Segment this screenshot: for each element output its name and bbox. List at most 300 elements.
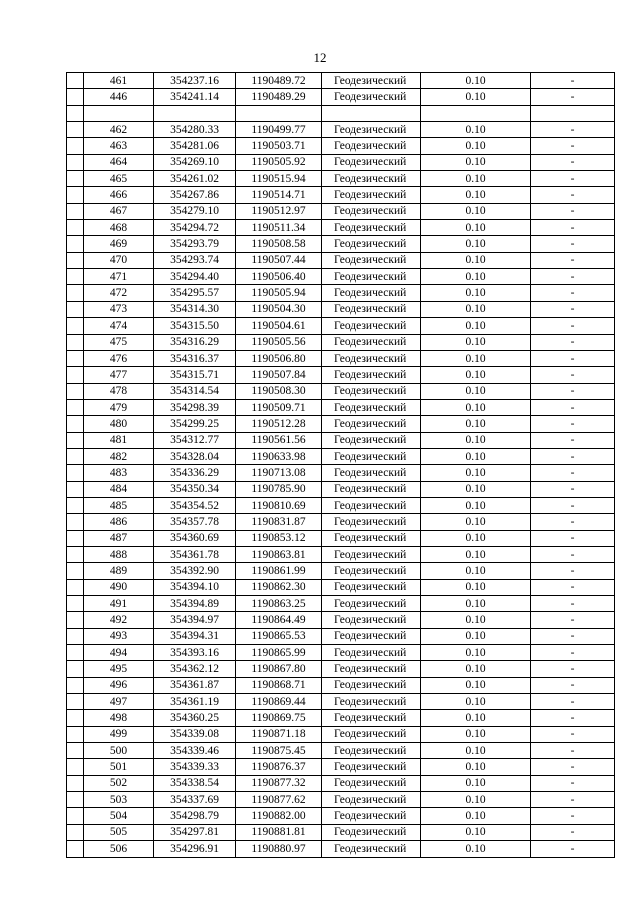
note-cell: - (531, 563, 615, 579)
table-row (67, 808, 615, 824)
x-coordinate-cell: 354296.91 (154, 841, 236, 857)
accuracy-cell: 0.10 (421, 612, 531, 628)
method-cell: Геодезический (322, 89, 421, 105)
accuracy-cell: 0.10 (421, 448, 531, 464)
accuracy-cell: 0.10 (421, 596, 531, 612)
x-coordinate-cell: 354314.54 (154, 383, 236, 399)
x-coordinate-cell: 354338.54 (154, 775, 236, 791)
method-cell: Геодезический (322, 530, 421, 546)
point-number-cell: 461 (84, 73, 154, 89)
note-cell (531, 105, 615, 121)
x-coordinate-cell: 354360.25 (154, 710, 236, 726)
y-coordinate-cell: 1190504.61 (236, 318, 322, 334)
accuracy-cell: 0.10 (421, 841, 531, 857)
point-number-cell: 496 (84, 677, 154, 693)
point-number-cell: 468 (84, 220, 154, 236)
accuracy-cell: 0.10 (421, 530, 531, 546)
note-cell: - (531, 612, 615, 628)
y-coordinate-cell: 1190863.25 (236, 596, 322, 612)
x-coordinate-cell: 354316.29 (154, 334, 236, 350)
x-coordinate-cell: 354315.71 (154, 367, 236, 383)
y-coordinate-cell: 1190868.71 (236, 677, 322, 693)
table-row (67, 89, 615, 105)
table-row (67, 546, 615, 562)
table-row (67, 220, 615, 236)
accuracy-cell: 0.10 (421, 416, 531, 432)
row-margin-cell (67, 743, 84, 759)
point-number-cell: 475 (84, 334, 154, 350)
x-coordinate-cell: 354281.06 (154, 138, 236, 154)
table-row (67, 726, 615, 742)
point-number-cell: 472 (84, 285, 154, 301)
row-margin-cell (67, 367, 84, 383)
note-cell: - (531, 743, 615, 759)
method-cell: Геодезический (322, 743, 421, 759)
coordinates-table-body (67, 73, 615, 858)
note-cell: - (531, 546, 615, 562)
x-coordinate-cell: 354339.46 (154, 743, 236, 759)
method-cell: Геодезический (322, 187, 421, 203)
method-cell: Геодезический (322, 220, 421, 236)
point-number-cell: 497 (84, 694, 154, 710)
point-number-cell: 502 (84, 775, 154, 791)
table-row (67, 759, 615, 775)
table-row (67, 252, 615, 268)
accuracy-cell: 0.10 (421, 301, 531, 317)
table-row (67, 301, 615, 317)
y-coordinate-cell: 1190561.56 (236, 432, 322, 448)
x-coordinate-cell: 354350.34 (154, 481, 236, 497)
note-cell: - (531, 138, 615, 154)
table-row (67, 171, 615, 187)
accuracy-cell: 0.10 (421, 73, 531, 89)
note-cell: - (531, 350, 615, 366)
y-coordinate-cell: 1190865.53 (236, 628, 322, 644)
method-cell: Геодезический (322, 694, 421, 710)
method-cell: Геодезический (322, 579, 421, 595)
note-cell: - (531, 645, 615, 661)
table-row (67, 416, 615, 432)
y-coordinate-cell: 1190512.97 (236, 203, 322, 219)
note-cell: - (531, 661, 615, 677)
method-cell: Геодезический (322, 138, 421, 154)
point-number-cell: 494 (84, 645, 154, 661)
row-margin-cell (67, 481, 84, 497)
x-coordinate-cell: 354315.50 (154, 318, 236, 334)
method-cell: Геодезический (322, 841, 421, 857)
y-coordinate-cell: 1190863.81 (236, 546, 322, 562)
note-cell: - (531, 220, 615, 236)
y-coordinate-cell: 1190504.30 (236, 301, 322, 317)
x-coordinate-cell: 354336.29 (154, 465, 236, 481)
accuracy-cell: 0.10 (421, 367, 531, 383)
row-margin-cell (67, 824, 84, 840)
table-row (67, 105, 615, 121)
note-cell: - (531, 841, 615, 857)
accuracy-cell: 0.10 (421, 171, 531, 187)
method-cell: Геодезический (322, 824, 421, 840)
point-number-cell: 493 (84, 628, 154, 644)
x-coordinate-cell: 354360.69 (154, 530, 236, 546)
row-margin-cell (67, 203, 84, 219)
point-number-cell: 490 (84, 579, 154, 595)
accuracy-cell: 0.10 (421, 236, 531, 252)
y-coordinate-cell: 1190853.12 (236, 530, 322, 546)
table-row (67, 792, 615, 808)
row-margin-cell (67, 138, 84, 154)
x-coordinate-cell: 354237.16 (154, 73, 236, 89)
x-coordinate-cell: 354394.31 (154, 628, 236, 644)
note-cell: - (531, 596, 615, 612)
method-cell: Геодезический (322, 775, 421, 791)
y-coordinate-cell: 1190810.69 (236, 497, 322, 513)
table-row (67, 350, 615, 366)
y-coordinate-cell: 1190506.40 (236, 269, 322, 285)
accuracy-cell: 0.10 (421, 122, 531, 138)
x-coordinate-cell: 354294.40 (154, 269, 236, 285)
table-row (67, 383, 615, 399)
row-margin-cell (67, 318, 84, 334)
y-coordinate-cell: 1190877.32 (236, 775, 322, 791)
note-cell: - (531, 318, 615, 334)
x-coordinate-cell: 354337.69 (154, 792, 236, 808)
y-coordinate-cell: 1190861.99 (236, 563, 322, 579)
y-coordinate-cell: 1190505.92 (236, 154, 322, 170)
accuracy-cell: 0.10 (421, 808, 531, 824)
method-cell: Геодезический (322, 252, 421, 268)
point-number-cell: 467 (84, 203, 154, 219)
point-number-cell: 498 (84, 710, 154, 726)
row-margin-cell (67, 301, 84, 317)
method-cell: Геодезический (322, 481, 421, 497)
point-number-cell: 504 (84, 808, 154, 824)
method-cell: Геодезический (322, 677, 421, 693)
x-coordinate-cell: 354269.10 (154, 154, 236, 170)
accuracy-cell: 0.10 (421, 399, 531, 415)
method-cell (322, 105, 421, 121)
page-number: 12 (313, 50, 327, 65)
row-margin-cell (67, 497, 84, 513)
y-coordinate-cell: 1190508.58 (236, 236, 322, 252)
y-coordinate-cell: 1190880.97 (236, 841, 322, 857)
x-coordinate-cell: 354261.02 (154, 171, 236, 187)
point-number-cell: 476 (84, 350, 154, 366)
row-margin-cell (67, 726, 84, 742)
note-cell: - (531, 367, 615, 383)
accuracy-cell: 0.10 (421, 350, 531, 366)
point-number-cell: 499 (84, 726, 154, 742)
x-coordinate-cell: 354339.08 (154, 726, 236, 742)
x-coordinate-cell: 354312.77 (154, 432, 236, 448)
table-row (67, 596, 615, 612)
point-number-cell: 479 (84, 399, 154, 415)
table-row (67, 269, 615, 285)
note-cell: - (531, 726, 615, 742)
method-cell: Геодезический (322, 808, 421, 824)
note-cell: - (531, 759, 615, 775)
y-coordinate-cell (236, 105, 322, 121)
note-cell: - (531, 824, 615, 840)
note-cell: - (531, 579, 615, 595)
x-coordinate-cell: 354357.78 (154, 514, 236, 530)
table-row (67, 73, 615, 89)
row-margin-cell (67, 236, 84, 252)
row-margin-cell (67, 285, 84, 301)
x-coordinate-cell: 354361.19 (154, 694, 236, 710)
x-coordinate-cell: 354328.04 (154, 448, 236, 464)
method-cell: Геодезический (322, 661, 421, 677)
x-coordinate-cell: 354294.72 (154, 220, 236, 236)
row-margin-cell (67, 154, 84, 170)
note-cell: - (531, 89, 615, 105)
point-number-cell: 481 (84, 432, 154, 448)
note-cell: - (531, 399, 615, 415)
method-cell: Геодезический (322, 285, 421, 301)
x-coordinate-cell: 354279.10 (154, 203, 236, 219)
method-cell: Геодезический (322, 497, 421, 513)
method-cell: Геодезический (322, 563, 421, 579)
y-coordinate-cell: 1190713.08 (236, 465, 322, 481)
table-row (67, 628, 615, 644)
row-margin-cell (67, 759, 84, 775)
point-number-cell: 473 (84, 301, 154, 317)
accuracy-cell: 0.10 (421, 432, 531, 448)
method-cell: Геодезический (322, 171, 421, 187)
note-cell: - (531, 432, 615, 448)
table-row (67, 432, 615, 448)
table-row (67, 481, 615, 497)
point-number-cell (84, 105, 154, 121)
accuracy-cell: 0.10 (421, 89, 531, 105)
note-cell: - (531, 187, 615, 203)
method-cell: Геодезический (322, 301, 421, 317)
x-coordinate-cell: 354394.10 (154, 579, 236, 595)
point-number-cell: 474 (84, 318, 154, 334)
note-cell: - (531, 775, 615, 791)
point-number-cell: 500 (84, 743, 154, 759)
table-row (67, 841, 615, 857)
note-cell: - (531, 383, 615, 399)
point-number-cell: 483 (84, 465, 154, 481)
point-number-cell: 501 (84, 759, 154, 775)
point-number-cell: 469 (84, 236, 154, 252)
table-row (67, 187, 615, 203)
row-margin-cell (67, 514, 84, 530)
y-coordinate-cell: 1190865.99 (236, 645, 322, 661)
x-coordinate-cell: 354361.78 (154, 546, 236, 562)
method-cell: Геодезический (322, 203, 421, 219)
point-number-cell: 470 (84, 252, 154, 268)
y-coordinate-cell: 1190862.30 (236, 579, 322, 595)
method-cell: Геодезический (322, 416, 421, 432)
x-coordinate-cell: 354297.81 (154, 824, 236, 840)
accuracy-cell: 0.10 (421, 269, 531, 285)
point-number-cell: 491 (84, 596, 154, 612)
x-coordinate-cell: 354394.97 (154, 612, 236, 628)
accuracy-cell: 0.10 (421, 187, 531, 203)
note-cell: - (531, 808, 615, 824)
point-number-cell: 486 (84, 514, 154, 530)
y-coordinate-cell: 1190505.94 (236, 285, 322, 301)
row-margin-cell (67, 187, 84, 203)
point-number-cell: 485 (84, 497, 154, 513)
method-cell: Геодезический (322, 792, 421, 808)
method-cell: Геодезический (322, 596, 421, 612)
point-number-cell: 477 (84, 367, 154, 383)
point-number-cell: 495 (84, 661, 154, 677)
note-cell: - (531, 301, 615, 317)
y-coordinate-cell: 1190864.49 (236, 612, 322, 628)
point-number-cell: 471 (84, 269, 154, 285)
table-row (67, 694, 615, 710)
table-row (67, 318, 615, 334)
x-coordinate-cell: 354298.39 (154, 399, 236, 415)
accuracy-cell: 0.10 (421, 514, 531, 530)
method-cell: Геодезический (322, 73, 421, 89)
table-row (67, 122, 615, 138)
y-coordinate-cell: 1190882.00 (236, 808, 322, 824)
row-margin-cell (67, 252, 84, 268)
method-cell: Геодезический (322, 726, 421, 742)
y-coordinate-cell: 1190867.80 (236, 661, 322, 677)
note-cell: - (531, 530, 615, 546)
accuracy-cell: 0.10 (421, 694, 531, 710)
table-row (67, 236, 615, 252)
method-cell: Геодезический (322, 236, 421, 252)
accuracy-cell (421, 105, 531, 121)
note-cell: - (531, 236, 615, 252)
y-coordinate-cell: 1190869.75 (236, 710, 322, 726)
note-cell: - (531, 334, 615, 350)
y-coordinate-cell: 1190499.77 (236, 122, 322, 138)
table-row (67, 775, 615, 791)
note-cell: - (531, 514, 615, 530)
accuracy-cell: 0.10 (421, 726, 531, 742)
row-margin-cell (67, 171, 84, 187)
y-coordinate-cell: 1190515.94 (236, 171, 322, 187)
row-margin-cell (67, 465, 84, 481)
y-coordinate-cell: 1190831.87 (236, 514, 322, 530)
accuracy-cell: 0.10 (421, 710, 531, 726)
row-margin-cell (67, 383, 84, 399)
point-number-cell: 478 (84, 383, 154, 399)
method-cell: Геодезический (322, 399, 421, 415)
accuracy-cell: 0.10 (421, 497, 531, 513)
y-coordinate-cell: 1190489.29 (236, 89, 322, 105)
note-cell: - (531, 171, 615, 187)
table-row (67, 612, 615, 628)
x-coordinate-cell: 354316.37 (154, 350, 236, 366)
method-cell: Геодезический (322, 448, 421, 464)
note-cell: - (531, 269, 615, 285)
row-margin-cell (67, 448, 84, 464)
row-margin-cell (67, 710, 84, 726)
method-cell: Геодезический (322, 154, 421, 170)
table-row (67, 154, 615, 170)
method-cell: Геодезический (322, 612, 421, 628)
point-number-cell: 489 (84, 563, 154, 579)
row-margin-cell (67, 628, 84, 644)
table-row (67, 497, 615, 513)
accuracy-cell: 0.10 (421, 546, 531, 562)
method-cell: Геодезический (322, 383, 421, 399)
accuracy-cell: 0.10 (421, 677, 531, 693)
accuracy-cell: 0.10 (421, 481, 531, 497)
row-margin-cell (67, 416, 84, 432)
accuracy-cell: 0.10 (421, 465, 531, 481)
row-margin-cell (67, 841, 84, 857)
point-number-cell: 506 (84, 841, 154, 857)
table-row (67, 399, 615, 415)
y-coordinate-cell: 1190511.34 (236, 220, 322, 236)
row-margin-cell (67, 677, 84, 693)
accuracy-cell: 0.10 (421, 138, 531, 154)
note-cell: - (531, 73, 615, 89)
x-coordinate-cell: 354293.74 (154, 252, 236, 268)
point-number-cell: 480 (84, 416, 154, 432)
row-margin-cell (67, 432, 84, 448)
accuracy-cell: 0.10 (421, 334, 531, 350)
row-margin-cell (67, 563, 84, 579)
y-coordinate-cell: 1190507.44 (236, 252, 322, 268)
y-coordinate-cell: 1190506.80 (236, 350, 322, 366)
y-coordinate-cell: 1190507.84 (236, 367, 322, 383)
accuracy-cell: 0.10 (421, 775, 531, 791)
point-number-cell: 462 (84, 122, 154, 138)
point-number-cell: 482 (84, 448, 154, 464)
x-coordinate-cell: 354362.12 (154, 661, 236, 677)
row-margin-cell (67, 612, 84, 628)
note-cell: - (531, 448, 615, 464)
note-cell: - (531, 677, 615, 693)
y-coordinate-cell: 1190871.18 (236, 726, 322, 742)
note-cell: - (531, 203, 615, 219)
x-coordinate-cell: 354280.33 (154, 122, 236, 138)
accuracy-cell: 0.10 (421, 661, 531, 677)
note-cell: - (531, 285, 615, 301)
method-cell: Геодезический (322, 645, 421, 661)
table-row (67, 645, 615, 661)
x-coordinate-cell: 354361.87 (154, 677, 236, 693)
method-cell: Геодезический (322, 432, 421, 448)
note-cell: - (531, 252, 615, 268)
y-coordinate-cell: 1190869.44 (236, 694, 322, 710)
y-coordinate-cell: 1190877.62 (236, 792, 322, 808)
row-margin-cell (67, 350, 84, 366)
method-cell: Геодезический (322, 710, 421, 726)
note-cell: - (531, 497, 615, 513)
x-coordinate-cell: 354354.52 (154, 497, 236, 513)
table-row (67, 514, 615, 530)
method-cell: Геодезический (322, 367, 421, 383)
table-row (67, 743, 615, 759)
note-cell: - (531, 122, 615, 138)
note-cell: - (531, 694, 615, 710)
row-margin-cell (67, 661, 84, 677)
method-cell: Геодезический (322, 350, 421, 366)
y-coordinate-cell: 1190505.56 (236, 334, 322, 350)
accuracy-cell: 0.10 (421, 563, 531, 579)
row-margin-cell (67, 596, 84, 612)
point-number-cell: 492 (84, 612, 154, 628)
note-cell: - (531, 154, 615, 170)
accuracy-cell: 0.10 (421, 220, 531, 236)
method-cell: Геодезический (322, 122, 421, 138)
accuracy-cell: 0.10 (421, 203, 531, 219)
row-margin-cell (67, 694, 84, 710)
table-row (67, 661, 615, 677)
row-margin-cell (67, 579, 84, 595)
